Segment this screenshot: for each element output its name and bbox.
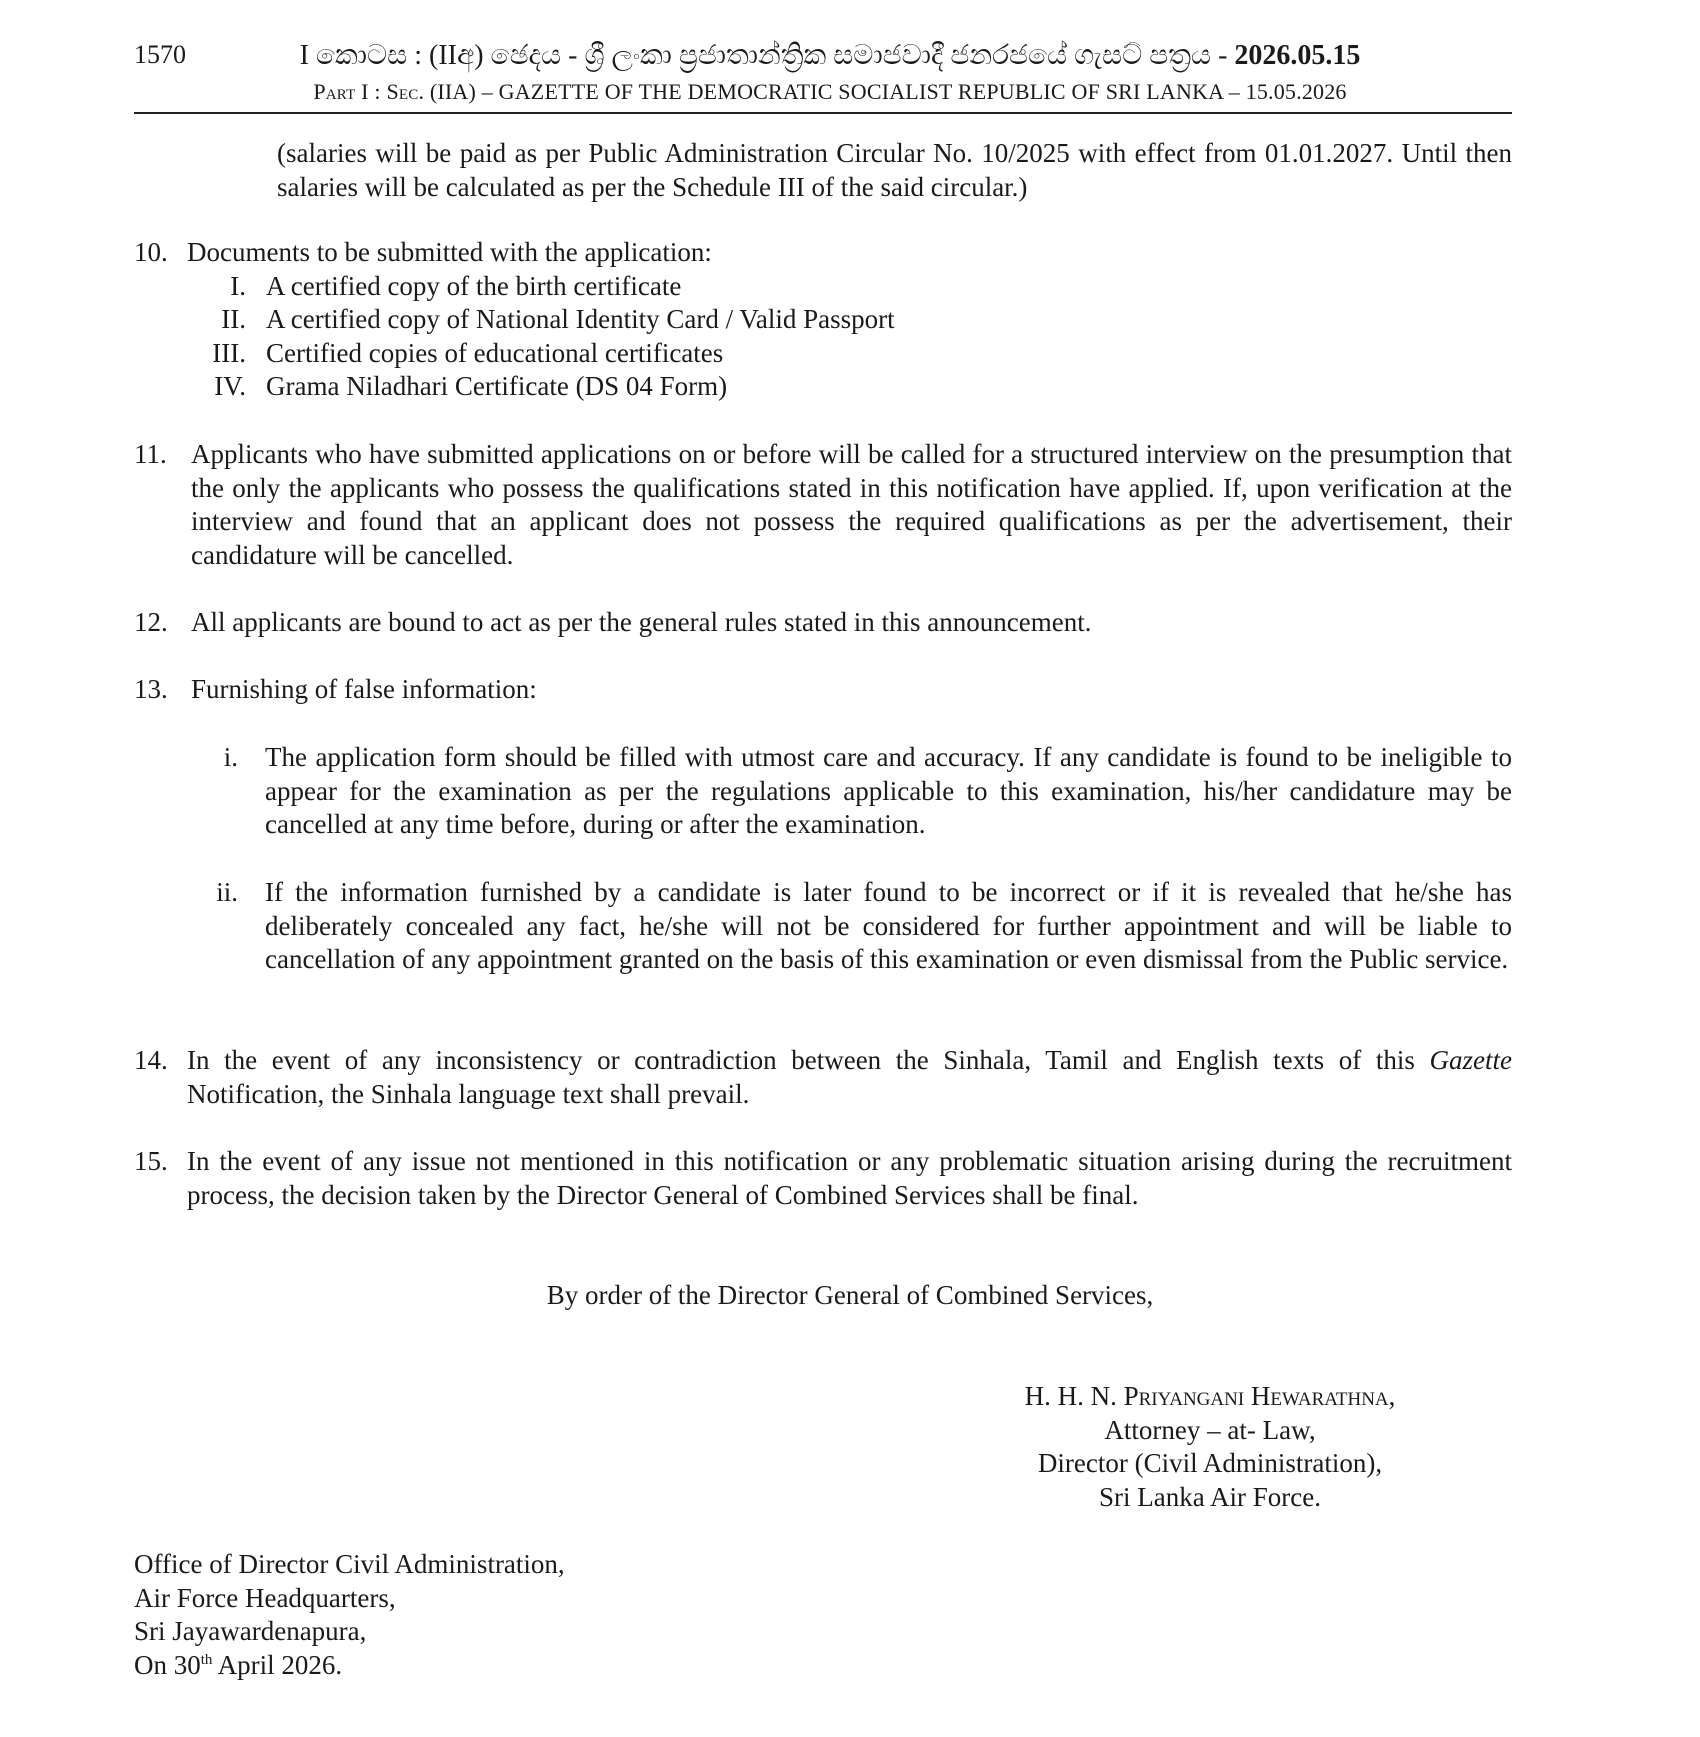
signature-block xyxy=(930,1380,1490,1514)
office-line-3: Sri Jayawardenapura, xyxy=(134,1616,367,1647)
section-11-number: 11. xyxy=(134,439,167,469)
sinhala-date: 2026.05.15 xyxy=(1234,40,1361,71)
english-rest: (IIA) – GAZETTE OF THE DEMOCRATIC SOCIALIST REPUBLIC OF SRI LANKA – 15.05.2026 xyxy=(424,79,1347,104)
office-date-sup: th xyxy=(200,1651,213,1668)
section-13-text: Furnishing of false information: xyxy=(191,674,537,704)
office-address-block xyxy=(134,1548,834,1682)
list-item xyxy=(134,303,1512,337)
section-14-text xyxy=(187,1044,1512,1111)
list-item-number: I. xyxy=(230,270,246,301)
section-10-list xyxy=(134,270,1512,404)
section-14-number: 14. xyxy=(134,1045,168,1075)
section-14-text-before: In the event of any inconsistency or contradiction between the Sinhala, Tamil and English texts of this xyxy=(187,1045,1430,1075)
office-date-prefix: On 30 xyxy=(134,1649,201,1680)
section-10-number: 10. xyxy=(134,237,168,267)
section-14-text-after: Notification, the Sinhala language text shall prevail. xyxy=(187,1078,750,1109)
section-13-item-i-text: The application form should be filled with utmost care and accuracy. If any candidate is found to be ineligible to appear for the examination as per the regulations applicable to this examination, his/her candidature may be cancelled at any time before, during or after the examination. xyxy=(265,742,1512,840)
section-10-text: Documents to be submitted with the application: xyxy=(187,237,712,267)
signatory-title-1: Attorney – at- Law, xyxy=(1104,1414,1316,1445)
sinhala-header xyxy=(230,40,1430,72)
section-13-item-ii-number: ii. xyxy=(216,877,238,907)
list-item-text: A certified copy of the birth certificate xyxy=(266,270,682,301)
signatory-title-3: Sri Lanka Air Force. xyxy=(1099,1481,1321,1512)
office-date-suffix: April 2026. xyxy=(212,1649,343,1680)
section-12-text: All applicants are bound to act as per the general rules stated in this announcement. xyxy=(191,607,1092,637)
sinhala-title: I කොටස : (IIඅ) ඡෙදය - ශ්‍රී ලංකා ප්‍රජාතාන්ත්‍රික සමාජවාදී ජනරජයේ ගැසට් පත්‍රය - xyxy=(299,40,1235,71)
section-13-item-i-number: i. xyxy=(223,742,238,772)
section-12-number: 12. xyxy=(134,607,168,637)
section-13-item-ii-text: If the information furnished by a candidate is later found to be incorrect or if it is revealed that he/she has deliberately concealed any fact, he/she will not be considered for further appointment and will be liable to cancellation of any appointment granted on the basis of this examination or even dismissal from the Public service. xyxy=(265,877,1512,975)
english-sep: : xyxy=(368,79,387,104)
section-11-text: Applicants who have submitted applications on or before will be called for a structured interview on the presumption that the only the applicants who possess the qualifications stated in this notification have applied. If, upon verification at the interview and found that an applicant does not possess the required qualifications as per the advertisement, their candidature will be cancelled. xyxy=(191,439,1512,570)
header-divider xyxy=(134,112,1512,114)
section-15-number: 15. xyxy=(134,1146,168,1176)
gazette-italic: Gazette xyxy=(1429,1045,1512,1075)
list-item xyxy=(134,270,1512,304)
page-number: 1570 xyxy=(134,40,186,69)
list-item-number: II. xyxy=(221,304,246,335)
list-item xyxy=(134,337,1512,371)
list-item-number: IV. xyxy=(214,371,246,402)
office-line-2: Air Force Headquarters, xyxy=(134,1582,396,1613)
office-line-1: Office of Director Civil Administration, xyxy=(134,1549,565,1579)
list-item-text: Certified copies of educational certificates xyxy=(266,337,724,368)
section-15-text: In the event of any issue not mentioned in this notification or any problematic situation arising during the recruitment process, the decision taken by the Director General of Combined Services shall be final. xyxy=(187,1146,1512,1210)
english-header xyxy=(230,79,1430,105)
list-item-text: Grama Niladhari Certificate (DS 04 Form) xyxy=(266,371,728,402)
english-part: Part I xyxy=(313,79,369,104)
salary-note: (salaries will be paid as per Public Administration Circular No. 10/2025 with effect from 01.01.2027. Until then salaries will be calculated as per the Schedule III of the said circular.) xyxy=(277,138,1512,202)
english-sec: Sec. xyxy=(386,79,425,104)
signatory-name: H. H. N. Priyangani Hewarathna, xyxy=(1024,1381,1396,1411)
office-date xyxy=(134,1649,834,1683)
list-item-text: A certified copy of National Identity Card / Valid Passport xyxy=(266,304,895,335)
list-item xyxy=(134,370,1512,404)
list-item-number: III. xyxy=(212,337,246,368)
by-order-line: By order of the Director General of Combined Services, xyxy=(546,1280,1154,1310)
signatory-title-2: Director (Civil Administration), xyxy=(1037,1448,1383,1479)
section-13-number: 13. xyxy=(134,674,168,704)
